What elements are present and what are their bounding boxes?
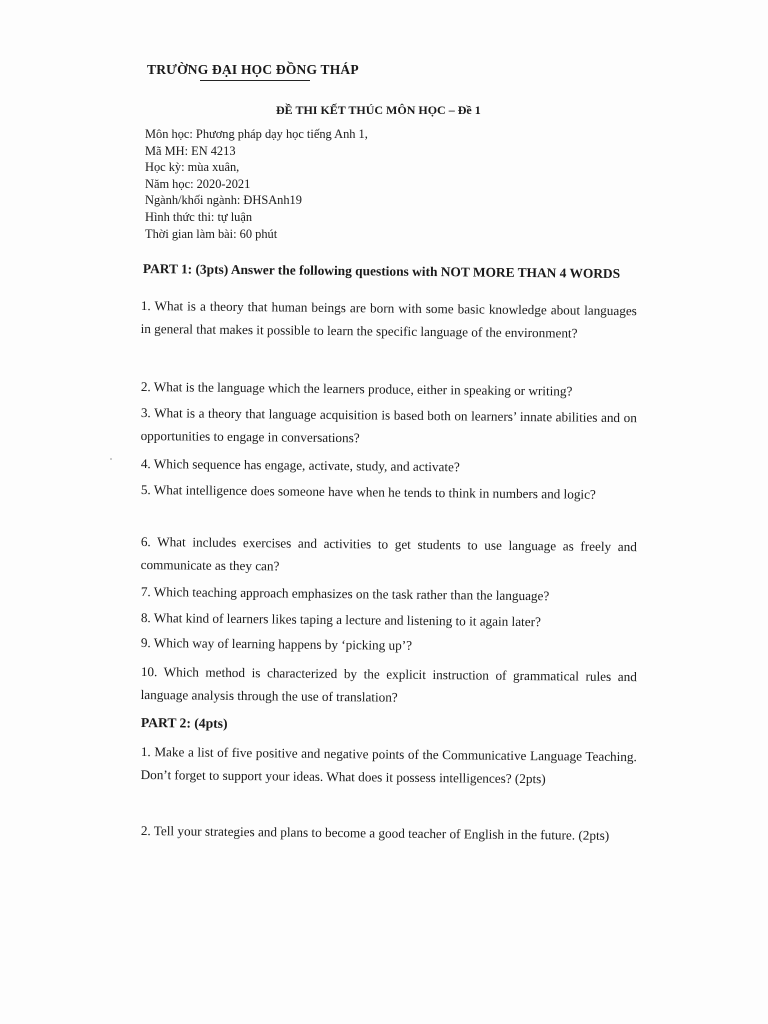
part1-question: 7. Which teaching approach emphasizes on the task rather than the language? (140, 583, 550, 604)
course-info-line: Ngành/khối ngành: ĐHSAnh19 (145, 193, 302, 208)
part1-question: 10. Which method is characterized by the explicit instruction of grammatical rules and language analysis through the use of translation? (140, 663, 637, 705)
part1-question: 2. What is the language which the learners produce, either in speaking or writing? (140, 378, 573, 399)
part1-question: 1. What is a theory that human beings are born with some basic knowledge about languages in general that makes it possible to learn the specific language of the environment? (140, 297, 637, 341)
part2-heading: PART 2: (4pts) (140, 715, 228, 731)
course-info (145, 126, 368, 242)
part1-question: 8. What kind of learners likes taping a lecture and listening to it again later? (140, 609, 541, 630)
scan-speck (110, 458, 112, 460)
part1-question: 6. What includes exercises and activities to get students to use language as freely and communicate as they can? (140, 533, 637, 574)
course-info-line: Mã MH: EN 4213 (145, 143, 236, 158)
course-info-line: Hình thức thi: tự luận (145, 209, 253, 224)
part1-question: 5. What intelligence does someone have when he tends to think in numbers and logic? (140, 481, 596, 502)
part1-question: 9. Which way of learning happens by ‘picking up’? (140, 634, 413, 653)
exam-title: ĐỀ THI KẾT THÚC MÔN HỌC – Đề 1 (276, 103, 481, 117)
course-info-line: Năm học: 2020-2021 (145, 176, 251, 191)
part2-question: 2. Tell your strategies and plans to become a good teacher of English in the future. (2pts) (140, 822, 610, 843)
course-info-line: Học kỳ: mùa xuân, (145, 160, 240, 175)
course-info-line: Môn học: Phương pháp dạy học tiếng Anh 1, (145, 127, 368, 141)
part1-heading: PART 1: (3pts) Answer the following questions with NOT MORE THAN 4 WORDS (142, 261, 621, 281)
university-underline (200, 80, 310, 81)
university-name: TRƯỜNG ĐẠI HỌC ĐỒNG THÁP (147, 62, 359, 77)
part2-question: 1. Make a list of five positive and negative points of the Communicative Language Teaching. Don’t forget to support your ideas. What does it possess intelligences? (2pts) (140, 743, 637, 787)
course-info-line: Thời gian làm bài: 60 phút (145, 226, 278, 241)
part1-question: 3. What is a theory that language acquisition is based both on learners’ innate abilities and on opportunities to engage in conversations? (140, 404, 637, 446)
part1-question: 4. Which sequence has engage, activate, study, and activate? (140, 455, 460, 475)
